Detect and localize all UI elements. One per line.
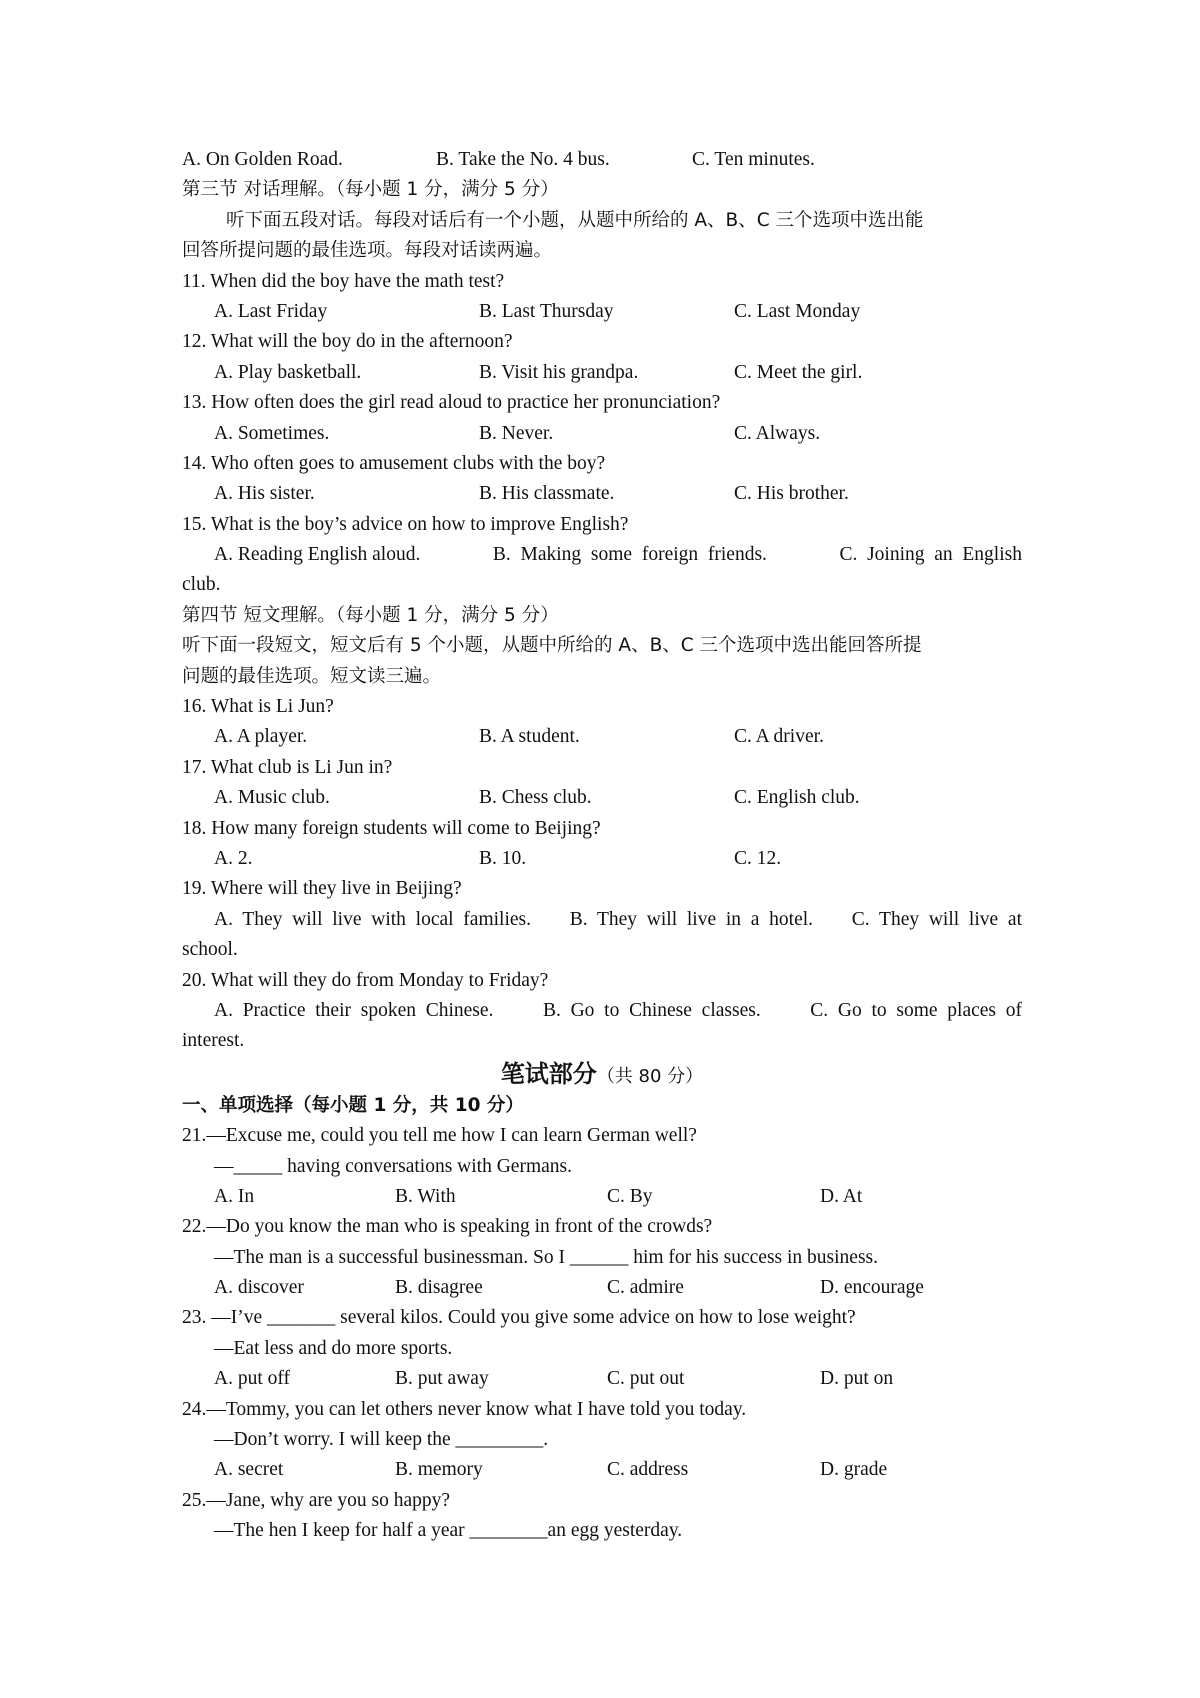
- part3-instruction-line1: 听下面五段对话。每段对话后有一个小题，从题中所给的 A、B、C 三个选项中选出能: [226, 209, 924, 231]
- question-24-line1: 24.—Tommy, you can let others never know what I have told you today.: [182, 1398, 747, 1420]
- q14-option-b: B. His classmate.: [479, 483, 615, 505]
- question-15-options: [182, 540, 1022, 570]
- question-20-stem: 20. What will they do from Monday to Friday?: [182, 969, 549, 991]
- q21-option-b: B. With: [395, 1185, 456, 1207]
- question-11-options: [182, 297, 1022, 327]
- q20-option-c: C. Go to some places of: [810, 999, 1022, 1021]
- question-13-options: [182, 419, 1022, 449]
- q11-option-c: C. Last Monday: [734, 300, 861, 322]
- question-25-line2: —The hen I keep for half a year ________an egg yesterday.: [214, 1520, 683, 1542]
- written-section-title: [182, 1057, 1022, 1091]
- part3-heading: 第三节 对话理解。（每小题 1 分，满分 5 分）: [182, 179, 559, 201]
- question-13-stem: 13. How often does the girl read aloud to practice her pronunciation?: [182, 392, 721, 414]
- question-19-options: [182, 905, 1022, 935]
- q21-option-c: C. By: [607, 1185, 653, 1207]
- part3-instruction-line2: 回答所提问题的最佳选项。每段对话读两遍。: [182, 240, 553, 262]
- written-score-note: （共 80 分）: [596, 1065, 704, 1087]
- q19-option-c: C. They will live at: [851, 908, 1022, 930]
- q12-option-c: C. Meet the girl.: [734, 361, 863, 383]
- q24-option-a: A. secret: [214, 1459, 284, 1481]
- q20-option-c-wrap: interest.: [182, 1030, 245, 1052]
- q17-option-b: B. Chess club.: [479, 787, 592, 809]
- q16-option-c: C. A driver.: [734, 726, 824, 748]
- q11-option-a: A. Last Friday: [214, 300, 328, 322]
- question-23-line1: 23. —I’ve _______ several kilos. Could you give some advice on how to lose weight?: [182, 1307, 856, 1329]
- q10-option-a: A. On Golden Road.: [182, 149, 343, 170]
- q13-option-c: C. Always.: [734, 422, 821, 444]
- q20-option-b: B. Go to Chinese classes.: [542, 999, 761, 1021]
- q18-option-c: C. 12.: [734, 847, 782, 869]
- section1-heading: 一、单项选择（每小题 1 分，共 10 分）: [182, 1094, 524, 1116]
- q23-option-d: D. put on: [820, 1368, 894, 1390]
- question-19-stem: 19. Where will they live in Beijing?: [182, 878, 462, 900]
- question-21-line2: —_____ having conversations with Germans.: [214, 1155, 572, 1177]
- q17-option-c: C. English club.: [734, 787, 860, 809]
- q15-option-c-wrap: club.: [182, 574, 221, 596]
- q10-option-b: B. Take the No. 4 bus.: [436, 149, 610, 170]
- question-24-line2: —Don’t worry. I will keep the _________.: [214, 1429, 549, 1451]
- question-25-line1: 25.—Jane, why are you so happy?: [182, 1489, 451, 1511]
- q22-option-a: A. discover: [214, 1277, 304, 1299]
- q14-option-c: C. His brother.: [734, 483, 849, 505]
- q10-option-c: C. Ten minutes.: [692, 149, 815, 170]
- q16-option-b: B. A student.: [479, 726, 580, 748]
- question-17-stem: 17. What club is Li Jun in?: [182, 756, 393, 778]
- q21-option-d: D. At: [820, 1185, 863, 1207]
- written-title: 笔试部分: [500, 1059, 597, 1088]
- question-16-stem: 16. What is Li Jun?: [182, 696, 334, 718]
- exam-content: [182, 145, 1022, 1547]
- question-16-options: [182, 722, 1022, 752]
- q15-option-c: C. Joining an English: [839, 544, 1022, 566]
- question-20-options: [182, 996, 1022, 1026]
- q20-option-a: A. Practice their spoken Chinese.: [214, 999, 494, 1021]
- q15-option-a: A. Reading English aloud.: [214, 544, 421, 566]
- question-15-stem: 15. What is the boy’s advice on how to improve English?: [182, 513, 629, 535]
- question-22-line1: 22.—Do you know the man who is speaking in front of the crowds?: [182, 1216, 713, 1238]
- q22-option-c: C. admire: [607, 1277, 684, 1299]
- q19-option-a: A. They will live with local families.: [214, 908, 531, 930]
- question-14-stem: 14. Who often goes to amusement clubs with the boy?: [182, 452, 606, 474]
- q18-option-a: A. 2.: [214, 847, 253, 869]
- q11-option-b: B. Last Thursday: [479, 300, 614, 322]
- part4-instruction-line2: 问题的最佳选项。短文读三遍。: [182, 665, 442, 687]
- q21-option-a: A. In: [214, 1185, 255, 1207]
- q18-option-b: B. 10.: [479, 847, 527, 869]
- q24-option-d: D. grade: [820, 1459, 888, 1481]
- q12-option-b: B. Visit his grandpa.: [479, 361, 639, 383]
- question-23-line2: —Eat less and do more sports.: [214, 1337, 453, 1359]
- q19-option-c-wrap: school.: [182, 939, 238, 961]
- q22-option-d: D. encourage: [820, 1277, 924, 1299]
- question-18-stem: 18. How many foreign students will come to Beijing?: [182, 817, 601, 839]
- question-10-options: [182, 145, 1022, 175]
- q15-option-b: B. Making some foreign friends.: [492, 544, 767, 566]
- q14-option-a: A. His sister.: [214, 483, 315, 505]
- part4-heading: 第四节 短文理解。（每小题 1 分，满分 5 分）: [182, 604, 559, 626]
- q13-option-b: B. Never.: [479, 422, 554, 444]
- q16-option-a: A. A player.: [214, 726, 308, 748]
- question-23-options: [182, 1364, 1022, 1394]
- q22-option-b: B. disagree: [395, 1277, 483, 1299]
- question-17-options: [182, 783, 1022, 813]
- q13-option-a: A. Sometimes.: [214, 422, 330, 444]
- question-21-options: [182, 1182, 1022, 1212]
- question-14-options: [182, 479, 1022, 509]
- q12-option-a: A. Play basketball.: [214, 361, 362, 383]
- question-22-line2: —The man is a successful businessman. So I ______ him for his success in business.: [214, 1246, 879, 1268]
- question-12-options: [182, 358, 1022, 388]
- q24-option-c: C. address: [607, 1459, 689, 1481]
- q23-option-b: B. put away: [395, 1368, 489, 1390]
- part4-instruction-line1: 听下面一段短文，短文后有 5 个小题，从题中所给的 A、B、C 三个选项中选出能回答所提: [182, 635, 922, 657]
- question-12-stem: 12. What will the boy do in the afternoon?: [182, 331, 513, 353]
- question-11-stem: 11. When did the boy have the math test?: [182, 270, 505, 292]
- q24-option-b: B. memory: [395, 1459, 483, 1481]
- question-21-line1: 21.—Excuse me, could you tell me how I can learn German well?: [182, 1125, 697, 1147]
- question-22-options: [182, 1273, 1022, 1303]
- q23-option-a: A. put off: [214, 1368, 291, 1390]
- question-24-options: [182, 1455, 1022, 1485]
- question-18-options: [182, 844, 1022, 874]
- q19-option-b: B. They will live in a hotel.: [569, 908, 814, 930]
- q23-option-c: C. put out: [607, 1368, 685, 1390]
- q17-option-a: A. Music club.: [214, 787, 330, 809]
